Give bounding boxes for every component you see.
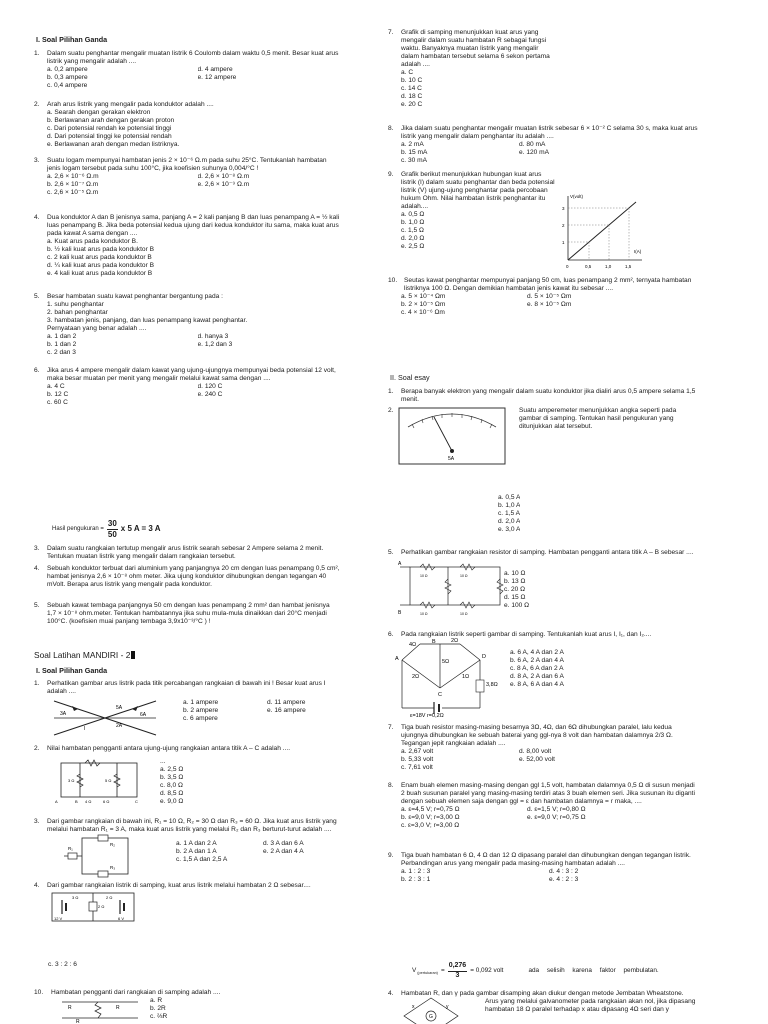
- option-b: b. Berlawanan arah dengan gerakan proton: [47, 117, 175, 125]
- option-d: d. hanya 3: [197, 333, 229, 341]
- option-d: d. 2,0 Ω: [401, 235, 425, 243]
- question-text: Hambatan R, dan γ pada gambar disamping akan diukur dengan metode Jembatan Wheatstone. Arus yang melalui galvanometer pada rangkaian akan nol, jika dipasang hambatan 18 Ω paralel terhadap x atau dipasang 4Ω seri dan y: [401, 990, 696, 1014]
- option-b: b. 2 : 3 : 1: [401, 876, 431, 884]
- question-number: 9.: [388, 171, 394, 178]
- label-6a: 6A: [140, 712, 147, 718]
- option-b: b. 2,6 × 10⁻⁷ Ω.m: [47, 181, 99, 189]
- option-d: d. 2,6 × 10⁻⁸ Ω.m: [197, 173, 250, 181]
- label-source: ε=18V r=0,2Ω: [410, 713, 444, 718]
- label-r3: 2 Ω: [106, 895, 113, 900]
- option-c: c. 4 × 10⁻⁶ Ωm: [401, 309, 445, 317]
- y-axis-label: V(volt): [570, 194, 584, 199]
- statement-2: 2. bahan penghantar: [47, 309, 108, 317]
- option-b: b. 2R: [150, 1005, 166, 1013]
- option-b: b. ε=9,0 V; r=3,00 Ω: [401, 814, 460, 822]
- mandiri-title-text: Soal Latihan MANDIRI - 2: [34, 650, 131, 660]
- option-b: b. 1,0 Ω: [401, 219, 425, 227]
- option-e: e. 2 A dan 4 A: [263, 848, 304, 856]
- option-c: c. 6 ampere: [183, 715, 218, 723]
- stray-option-c: c. 3 : 2 : 6: [48, 961, 77, 968]
- option-e: e. 2,5 Ω: [401, 243, 425, 251]
- essay-4: [34, 565, 340, 589]
- question-text: Dua konduktor A dan B jenisnya sama, panjang A = 2 kali panjang B dan luas penampang A = ½ kali luas penampang B. Jika beda potensial kedua ujung dari kedua konduktor itu sama, maka kuat arus pada kawat A sama dengan ....: [47, 214, 340, 238]
- question-number: 6.: [388, 631, 394, 638]
- fraction-numerator: 30: [107, 519, 117, 528]
- label-r-3: R: [76, 1019, 80, 1024]
- question-10: [388, 277, 698, 317]
- option-c: c. 30 mA: [401, 157, 428, 165]
- option-b: b. 13 Ω: [504, 578, 526, 586]
- label-d: D: [482, 654, 486, 660]
- question-7: [388, 29, 554, 109]
- label-a: A: [398, 561, 402, 567]
- question-number: 2.: [34, 101, 40, 108]
- option-d: d. 18 C: [401, 93, 423, 101]
- option-b: b. 12 C: [47, 391, 69, 399]
- question-3: [34, 157, 340, 197]
- question-text: Jika arus 4 ampere mengalir dalam kawat yang ujung-ujungnya mempunyai beda potensial 12 volt, maka besar muatan per menit yang mengalir melalui kawat sama dengan ....: [47, 367, 336, 383]
- option-b: b. 15 mA: [401, 149, 428, 157]
- label-x: x: [412, 1004, 415, 1010]
- label-r3: R₃: [110, 865, 116, 870]
- option-a: a. 5 × 10⁻⁴ Ωm: [401, 293, 446, 301]
- resistor-network-figure: [55, 757, 143, 805]
- measurement-formula: [52, 519, 161, 540]
- question-text: Sebuah konduktor terbuat dari aluminium yang panjangnya 20 cm dengan luas penampang 0,5 cm², hambat jenisnya 2,6 × 10⁻⁸ ohm meter. Jika ujung konduktor dihubungkan dengan tegangan 40 mVolt. Berapa arus listrik yang mengalir pada konduktor.: [47, 565, 340, 589]
- fraction-numerator: 0,276: [448, 962, 468, 972]
- option-a: a. 1 dan 2: [47, 333, 77, 341]
- label-r3: 4 Ω: [85, 799, 92, 804]
- option-a: a. 0,2 ampere: [47, 66, 88, 74]
- label-b: B: [75, 799, 78, 804]
- option-a: a. C: [401, 69, 414, 77]
- question-number: 3.: [34, 157, 40, 164]
- label-r4: 2Ω: [412, 674, 420, 680]
- circuit-6-options: [510, 649, 564, 689]
- y-tick-1: 1: [562, 240, 565, 245]
- option-b: b. 5,33 volt: [401, 756, 434, 764]
- option-e: e. ε=9,0 V; r=0,75 Ω: [527, 814, 586, 822]
- current-junction-figure: [50, 697, 160, 739]
- option-c: c. 1,5 Ω: [401, 227, 424, 235]
- option-d: d. 8 A, 2 A dan 6 A: [510, 673, 564, 681]
- question-text: Seutas kawat penghantar mempunyai panjang 50 cm, luas penampang 2 mm², ternyata hambatan listriknya 100 Ω. Dengan demikian hambatan jenis kawat itu sebesar ....: [404, 277, 692, 293]
- label-v1: 12 V: [54, 916, 63, 921]
- parallel-circuit-figure: [60, 834, 136, 880]
- option-e: e. 9,0 Ω: [160, 798, 184, 806]
- option-d: d. 5 × 10⁻⁵ Ωm: [527, 293, 572, 301]
- essay-3: [34, 545, 340, 561]
- label-r2: 5 Ω: [105, 778, 112, 783]
- label-r1: 4Ω: [409, 642, 417, 648]
- option-d: d. ¼ kali kuat arus pada konduktor B: [47, 262, 155, 270]
- label-r-4: 10 Ω: [460, 612, 468, 616]
- option-b: b. ½ kali kuat arus pada konduktor B: [47, 246, 155, 254]
- option-e: e. Berlawanan arah dengan medan listriknya.: [47, 141, 180, 149]
- mandiri-1-options: [183, 699, 343, 723]
- option-e: e. 20 C: [401, 101, 423, 109]
- question-9: [388, 171, 556, 251]
- mandiri-2-options: [160, 758, 220, 806]
- label-g: G: [429, 1014, 433, 1020]
- option-d: d. Dari potensial tinggi ke potensial rendah: [47, 133, 172, 141]
- option-e: e. 2,6 × 10⁻⁹ Ω.m: [197, 181, 250, 189]
- option-c: c. 2 kali kuat arus pada konduktor B: [47, 254, 152, 262]
- ammeter-figure: [398, 407, 506, 465]
- formula-prefix: Hasil pengukuran =: [52, 525, 104, 532]
- label-r-1: 10 Ω: [420, 574, 428, 578]
- question-number: 5.: [388, 549, 394, 556]
- essay-1: [388, 388, 698, 404]
- option-c: c. Dari potensial rendah ke potensial tinggi: [47, 125, 172, 133]
- meter-range-label: 5A: [448, 456, 455, 462]
- circuit-5-options: [504, 570, 529, 610]
- option-c: c. 20 Ω: [504, 586, 526, 594]
- mandiri-3-options: [176, 840, 346, 864]
- statement-1: 1. suhu penghantar: [47, 301, 104, 309]
- option-a: a. 2,5 Ω: [160, 766, 184, 774]
- circuit-question-7: [388, 724, 698, 772]
- option-c: c. ε=3,0 V; r=3,00 Ω: [401, 822, 460, 830]
- x-tick-0: 0: [566, 264, 569, 269]
- question-number: 9.: [388, 852, 394, 859]
- option-c: c. 0,4 ampere: [47, 82, 88, 90]
- label-r-2: R: [116, 1005, 120, 1011]
- question-2: [34, 101, 340, 149]
- mandiri-10-options: [150, 997, 167, 1021]
- question-number: 10.: [34, 989, 44, 996]
- circuit-question-9: [388, 852, 698, 884]
- formula-subscript: (pertukaran): [417, 970, 438, 975]
- question-text: Sebuah kawat tembaga panjangnya 50 cm dengan luas penampang 2 mm² dan hambat jenisnya 1,7 × 10⁻⁸ ohm.meter. Tentukan hambatannya jika suhu mula-mula dinaikkan dari 20°C menjadi 100°C. (koefisien muai panjang tembaga 3,9x10⁻³/°C ) !: [47, 602, 330, 626]
- option-e: e. 8 A, 6 A dan 4 A: [510, 681, 564, 689]
- mandiri-question-1: [34, 680, 340, 696]
- question-number: 10.: [388, 277, 398, 284]
- question-text: Enam buah elemen masing-masing dengan ggl 1,5 volt, hambatan dalamnya 0,5 Ω di susun menjadi 2 buah susunan paralel yang masing-masing terdiri atas 3 buah elemen seri. Jika susunan itu diganti dengan sebuah elemen saja dengan ggl = ε dan hambatan dalamnya = r maka, ....: [401, 782, 695, 806]
- label-r3: 5Ω: [442, 659, 450, 665]
- option-c: c. 7,61 volt: [401, 764, 433, 772]
- question-number: 7.: [388, 724, 394, 731]
- label-r4: 6 Ω: [103, 799, 110, 804]
- circuit-question-5: [388, 549, 698, 557]
- option-e: e. 4 : 2 : 3: [549, 876, 579, 884]
- option-c: c. 8 A, 6 A dan 2 A: [510, 665, 564, 673]
- option-d: d. 3 A dan 6 A: [263, 840, 304, 847]
- label-r2: 2Ω: [451, 638, 459, 644]
- label-b: B: [398, 610, 402, 616]
- label-a: A: [55, 799, 58, 804]
- x-tick-2: 1,0: [605, 264, 612, 269]
- question-text: Hambatan pengganti dari rangkaian di samping adalah ....: [51, 989, 221, 996]
- battery-circuit-figure: [48, 890, 138, 924]
- option-a: a. Searah dengan gerakan elektron: [47, 109, 151, 117]
- formula-fraction: [448, 962, 468, 980]
- question-text: Pada rangkaian listrik seperti gambar di samping. Tentukanlah kuat arus I, I₁, dan I₂....: [401, 631, 652, 638]
- formula-note: ada selisih karena faktor pembulatan.: [528, 967, 659, 975]
- question-1: [34, 50, 340, 90]
- option-e: e. 8 × 10⁻⁵ Ωm: [527, 301, 572, 309]
- option-a: a. R: [150, 997, 163, 1004]
- option-a: a. 0,5 A: [498, 494, 521, 501]
- section-heading-pg: I. Soal Pilihan Ganda: [36, 35, 108, 44]
- question-number: 3.: [34, 818, 40, 825]
- option-a: a. Kuat arus pada konduktor B.: [47, 238, 138, 246]
- question-5: [34, 293, 340, 357]
- y-tick-2: 2: [562, 223, 565, 228]
- label-5a: 5A: [116, 705, 123, 711]
- question-number: 5.: [34, 293, 40, 300]
- option-d: d. ε=1,5 V; r=0,80 Ω: [527, 806, 586, 814]
- option-e: e. 3,0 A: [498, 526, 521, 534]
- label-c: C: [135, 799, 138, 804]
- mandiri-question-2: [34, 745, 340, 753]
- essay-2-options: [498, 494, 520, 534]
- question-text: Dalam suatu rangkaian tertutup mengalir arus listrik searah sebesar 2 Ampere selama 2 menit. Tentukan muatan listrik yang mengalir dalam rangkaian tersebut.: [47, 545, 324, 561]
- option-a: a. 10 Ω: [504, 570, 526, 577]
- question-number: 2.: [34, 745, 40, 752]
- option-a: a. 6 A, 4 A dan 2 A: [510, 649, 564, 656]
- option-c: c. 2,6 × 10⁻⁵ Ω.m: [47, 189, 99, 197]
- option-d: d. 8,5 Ω: [160, 790, 184, 798]
- mandiri-title: [34, 650, 135, 660]
- option-b: b. 1 dan 2: [47, 341, 77, 349]
- question-text: Suatu logam mempunyai hambatan jenis 2 × 10⁻⁶ Ω.m pada suhu 25°C. Tentukanlah hambatan jenis logam tersebut pada suhu 100°C, jika koefisien suhunya 0,004/°C !: [47, 157, 327, 173]
- question-text: Grafik di samping menunjukkan kuat arus yang mengalir dalam suatu hambatan R sebagai fungsi waktu. Banyaknya muatan listrik yang mengalir dalam hambatan tersebut selama 6 sekon pertama adalah ....: [401, 29, 550, 69]
- option-a: a. 2 mA: [401, 141, 424, 149]
- option-a: a. ε=4,5 V; r=0,75 Ω: [401, 806, 460, 814]
- label-r1: 2 Ω: [98, 904, 105, 909]
- fraction-denominator: 50: [107, 529, 117, 539]
- bridge-circuit-figure: [394, 636, 504, 718]
- question-number: 1.: [34, 680, 40, 687]
- option-d: d. 15 Ω: [504, 594, 526, 602]
- option-e: e. 1,2 dan 3: [197, 341, 233, 349]
- question-number: 4.: [34, 214, 40, 221]
- label-r-1: R: [68, 1005, 72, 1011]
- mandiri-question-3: [34, 818, 340, 834]
- option-d: d. 2,0 A: [498, 518, 521, 526]
- section-heading-pg2: I. Soal Pilihan Ganda: [36, 666, 108, 675]
- text-cursor: [131, 651, 135, 659]
- option-e: e. 120 mA: [519, 149, 550, 157]
- option-a: a. 1 A dan 2 A: [176, 840, 217, 847]
- option-b: b. 3,5 Ω: [160, 774, 184, 782]
- ohm-graph: [556, 192, 646, 272]
- x-tick-1: 0,5: [585, 264, 592, 269]
- option-c: c. 1,5 A: [498, 510, 520, 518]
- question-8: [388, 125, 698, 165]
- question-number: 8.: [388, 125, 394, 132]
- formula-v: V: [412, 967, 417, 975]
- option-e: e. 100 Ω: [504, 602, 530, 610]
- option-b: b. 10 C: [401, 77, 423, 85]
- option-b: b. 2 ampere: [183, 707, 219, 715]
- question-number: 4.: [388, 990, 394, 997]
- question-text: Besar hambatan suatu kawat penghantar bergantung pada :: [47, 293, 223, 300]
- label-3a: 3A: [60, 711, 67, 717]
- voltage-formula: V (pertukaran) = $\frac{0,276}{3}$ = 0,092 volt ada selisih karena faktor pembulatan.: [412, 962, 659, 979]
- statement-3: 3. hambatan jenis, panjang, dan luas penampang kawat penghantar.: [47, 317, 248, 325]
- option-d: d. 80 mA: [519, 141, 546, 149]
- question-text: Berapa banyak elektron yang mengalir dalam suatu konduktor jika dialiri arus 0,5 ampere selama 1,5 menit.: [401, 388, 696, 404]
- option-c: c. 60 C: [47, 399, 68, 407]
- label-r-2: 10 Ω: [460, 574, 468, 578]
- formula-fraction: [107, 519, 118, 540]
- question-text: Suatu amperemeter menunjukkan angka seperti pada gambar di samping. Tentukan hasil pengukuran yang ditunjukkan alat tersebut.: [519, 407, 677, 431]
- question-text: Arah arus listrik yang mengalir pada konduktor adalah ....: [47, 101, 214, 108]
- question-number: 8.: [388, 782, 394, 789]
- option-e: e. 16 ampere: [267, 707, 306, 715]
- option-c: c. 14 C: [401, 85, 422, 93]
- statement-prompt: Pernyataan yang benar adalah ....: [47, 325, 147, 333]
- y-tick-3: 3: [562, 206, 565, 211]
- formula-result: x 5 A = 3 A: [120, 524, 161, 534]
- option-a: a. 2,6 × 10⁻⁶ Ω.m: [47, 173, 99, 181]
- formula-result: = 0,092 volt: [470, 967, 504, 975]
- question-text: Grafik berikut menunjukkan hubungan kuat arus listrik (I) dalam suatu penghantar dan beda potensial listrik (V) ujung-ujung penghantar pada percobaan hukum Ohm. Nilai hambatan listrik penghantar itu adalah....: [401, 171, 555, 211]
- question-number: 7.: [388, 29, 394, 36]
- label-r2: 3 Ω: [72, 895, 79, 900]
- question-text: Dalam suatu penghantar mengalir muatan listrik 6 Coulomb dalam waktu 0,5 menit. Besar kuat arus listrik yang mengalir adalah ....: [47, 50, 339, 66]
- label-r6: 3,8Ω: [486, 682, 498, 688]
- option-a: a. 1 ampere: [183, 699, 219, 706]
- fraction-denominator: 3: [455, 971, 460, 979]
- option-b: b. 2 × 10⁻⁵ Ωm: [401, 301, 446, 309]
- question-text: Dari gambar rangkaian listrik di samping, kuat arus listrik melalui hambatan 2 Ω sebesar....: [47, 882, 311, 889]
- option-b: b. 1,0 A: [498, 502, 521, 510]
- label-v2: 6 V: [118, 916, 125, 921]
- option-c: c. 2 dan 3: [47, 349, 76, 357]
- option-b: b. 0,3 ampere: [47, 74, 88, 82]
- option-d: d. 120 C: [197, 383, 223, 391]
- option-a: a. 0,5 Ω: [401, 211, 425, 219]
- option-a: a. 2,67 volt: [401, 748, 434, 756]
- option-b: b. 6 A, 2 A dan 4 A: [510, 657, 564, 665]
- resistor-grid-figure: [398, 559, 508, 617]
- question-number: 4.: [34, 882, 40, 889]
- question-number: 1.: [388, 388, 394, 395]
- question-text: Perhatikan gambar arus listrik pada titik percabangan rangkaian di bawah ini ! Besar kuat arus I adalah ....: [47, 680, 326, 696]
- question-text: Nilai hambatan pengganti antara ujung-ujung rangkaian antara titik A – C adalah ....: [47, 745, 291, 752]
- option-e: e. 52,00 volt: [519, 756, 555, 764]
- x-tick-3: 1,5: [625, 264, 632, 269]
- option-c: c. 1,5 A dan 2,5 A: [176, 856, 228, 864]
- option-d: d. 4 : 3 : 2: [549, 868, 579, 876]
- option-d: d. 8,00 volt: [519, 748, 552, 756]
- question-6: [34, 367, 340, 407]
- essay-5: [34, 602, 340, 626]
- label-r2: R₂: [110, 842, 115, 847]
- option-a: a. 4 C: [47, 383, 65, 391]
- question-number: 1.: [34, 50, 40, 57]
- question-text: Tiga buah hambatan 6 Ω, 4 Ω dan 12 Ω dipasang paralel dan dihubungkan dengan tegangan listrik. Perbandingan arus yang mengalir pada masing-masing hambatan adalah ....: [401, 852, 691, 868]
- option-c: c. ⅔R: [150, 1013, 168, 1021]
- question-number: 2.: [388, 407, 394, 414]
- label-2a: 2A: [116, 723, 123, 729]
- question-text: Perhatikan gambar rangkaian resistor di samping. Hambatan pengganti antara titik A – B sebesar ....: [401, 549, 694, 556]
- label-r5: 1Ω: [462, 674, 470, 680]
- label-r1: 3 Ω: [68, 778, 75, 783]
- question-number: 6.: [34, 367, 40, 374]
- label-r-3: 10 Ω: [420, 612, 428, 616]
- option-d: d. 11 ampere: [267, 699, 306, 706]
- x-axis-label: I(A): [634, 249, 642, 254]
- resistor-ladder-figure: [58, 996, 142, 1024]
- question-text: Tiga buah resistor masing-masing besarnya 3Ω, 4Ω, dan 6Ω dihubungkan paralel, lalu kedua ujungnya dihubungkan ke sebuah baterai yang ggl-nya 8 volt dan hambatan dalamnya 2/3 Ω. Tegangan jepit rangkaian adalah ....: [401, 724, 673, 748]
- label-b: B: [432, 639, 436, 645]
- question-number: 5.: [34, 602, 40, 609]
- label-c: C: [438, 692, 442, 698]
- option-d: d. 4 ampere: [197, 66, 233, 74]
- circuit-question-8: [388, 782, 698, 830]
- section-heading-essay: II. Soal esay: [390, 373, 430, 382]
- label-a: A: [395, 656, 399, 662]
- option-e: e. 12 ampere: [197, 74, 237, 82]
- option-a: a. 1 : 2 : 3: [401, 868, 431, 876]
- wheatstone-figure: [400, 996, 462, 1024]
- option-b: b. 2 A dan 1 A: [176, 848, 217, 856]
- option-e: e. 4 kali kuat arus pada konduktor B: [47, 270, 153, 278]
- label-i: I: [84, 726, 86, 732]
- question-text: Dari gambar rangkaian di bawah ini, R₁ = 10 Ω, R₂ = 30 Ω dan R₃ = 60 Ω. Jika kuat arus listrik yang melalui hambatan R₁ = 3 A, maka kuat arus listrik yang melalui R₂ dan R₃ berturut-turut adalah ....: [47, 818, 337, 834]
- question-text: Jika dalam suatu penghantar mengalir muatan listrik sebesar 6 × 10⁻² C selama 30 s, maka kuat arus listrik yang mengalir dalam penghantar itu adalah ....: [401, 125, 698, 141]
- mandiri-question-4: [34, 882, 340, 890]
- option-blank: ...: [160, 758, 166, 765]
- question-4: [34, 214, 340, 278]
- question-number: 4.: [34, 565, 40, 572]
- label-r1: R₁: [68, 846, 73, 851]
- option-c: c. 8,0 Ω: [160, 782, 183, 790]
- label-y: y: [446, 1004, 449, 1010]
- question-number: 3.: [34, 545, 40, 552]
- option-e: e. 240 C: [197, 391, 223, 399]
